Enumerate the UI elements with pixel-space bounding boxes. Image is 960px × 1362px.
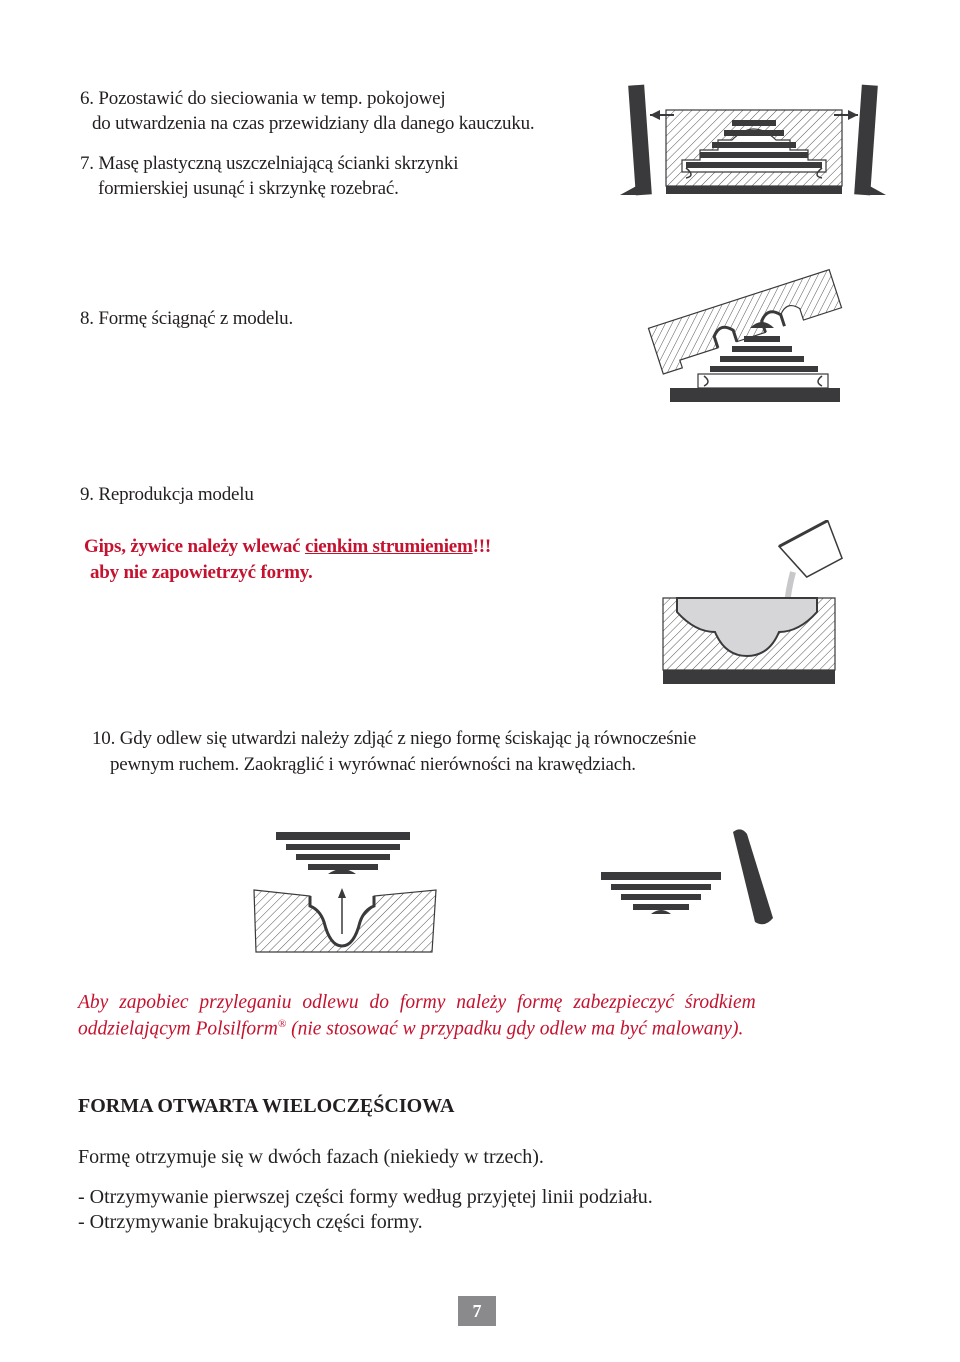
pouring-plaster-illustration bbox=[655, 520, 855, 690]
mold-removal-illustration bbox=[640, 258, 850, 408]
step9-line1: 9. Reprodukcja modelu bbox=[80, 484, 254, 505]
step6-line1: 6. Pozostawić do sieciowania w temp. pokojowej bbox=[80, 88, 446, 109]
note-line2-part2: (nie stosować w przypadku gdy odlew ma być malowany). bbox=[286, 1018, 744, 1040]
step10-line1: 10. Gdy odlew się utwardzi należy zdjąć z niego formę ściskając ją równocześnie bbox=[92, 728, 697, 749]
step7-line1: 7. Masę plastyczną uszczelniającą ścianki skrzynki bbox=[80, 153, 459, 174]
warning-text-part1: Gips, żywice należy wlewać bbox=[84, 536, 305, 557]
step8-line1: 8. Formę ściągnąć z modelu. bbox=[80, 308, 294, 329]
mold-box-disassembly-illustration bbox=[620, 80, 890, 200]
registered-mark: ® bbox=[277, 1018, 287, 1030]
section-bullet-1: - Otrzymywanie pierwszej części formy według przyjętej linii podziału. bbox=[78, 1186, 653, 1208]
cast-finishing-illustration bbox=[595, 822, 785, 932]
page-number: 7 bbox=[458, 1296, 496, 1326]
step6-line2: do utwardzenia na czas przewidziany dla danego kauczuku. bbox=[92, 113, 535, 134]
warning-exclamations: !!! bbox=[472, 536, 492, 557]
note-line2 bbox=[78, 1018, 743, 1041]
step10-line2: pewnym ruchem. Zaokrąglić i wyrównać nierówności na krawędziach. bbox=[110, 754, 636, 775]
cast-demolding-illustration bbox=[250, 826, 450, 960]
note-line1: Aby zapobiec przyleganiu odlewu do formy należy formę zabezpieczyć środkiem bbox=[78, 992, 756, 1013]
step9-warning-line2: aby nie zapowietrzyć formy. bbox=[90, 562, 313, 583]
section-bullet-2: - Otrzymywanie brakujących części formy. bbox=[78, 1211, 423, 1233]
section-heading: FORMA OTWARTA WIELOCZĘŚCIOWA bbox=[78, 1095, 455, 1117]
section-paragraph: Formę otrzymuje się w dwóch fazach (niekiedy w trzech). bbox=[78, 1146, 544, 1168]
step7-line2: formierskiej usunąć i skrzynkę rozebrać. bbox=[98, 178, 399, 199]
warning-underlined-text: cienkim strumieniem bbox=[304, 536, 473, 557]
step9-warning-line1 bbox=[84, 536, 491, 558]
note-line2-part1: oddzielającym Polsilform bbox=[78, 1018, 278, 1040]
